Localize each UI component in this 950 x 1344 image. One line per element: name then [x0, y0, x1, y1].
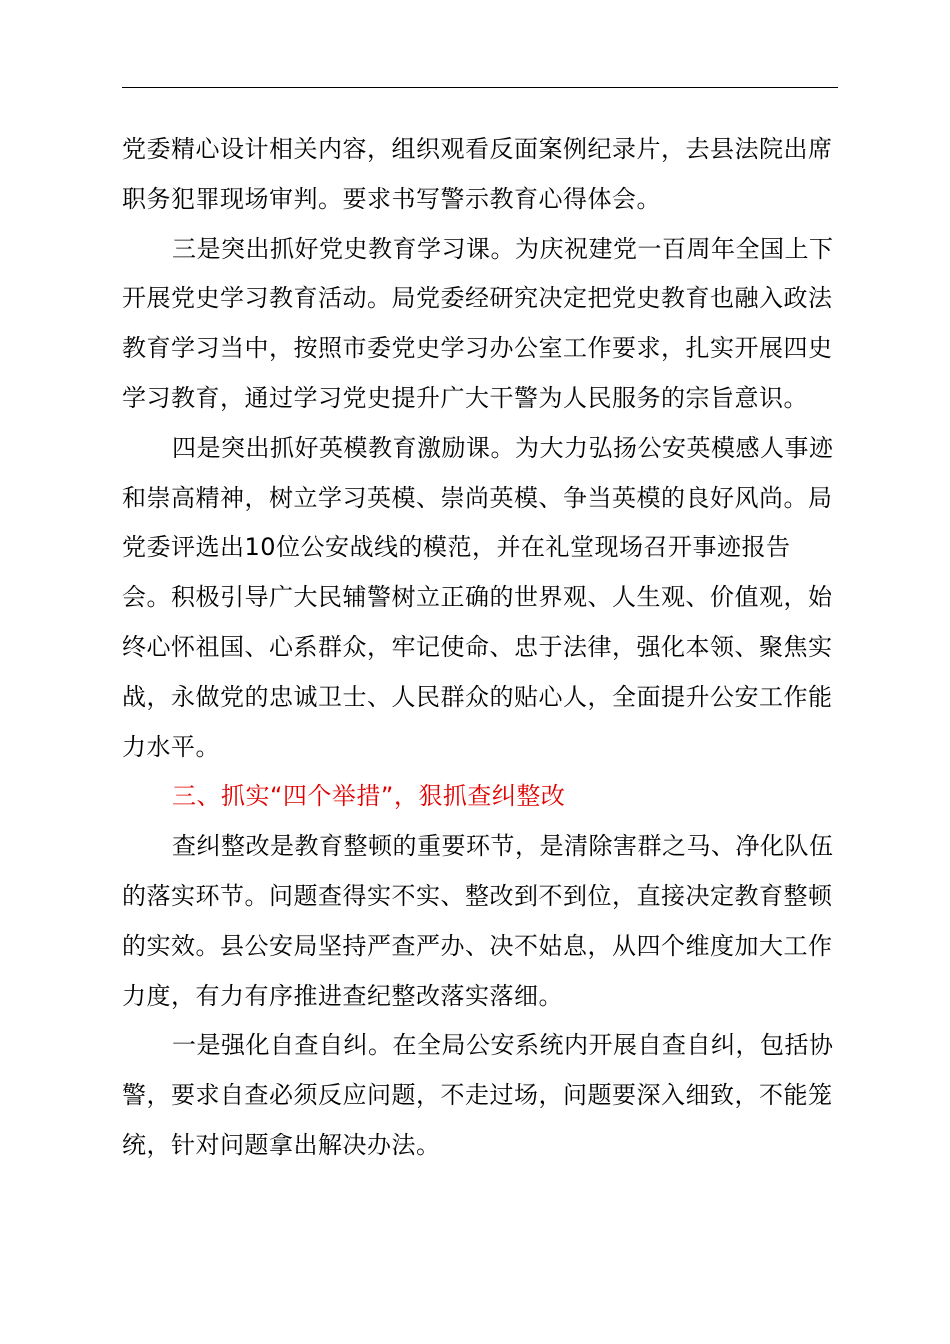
- paragraph-continuation: 党委精心设计相关内容，组织观看反面案例纪录片，去县法院出席职务犯罪现场审判。要求书写警示教育心得体会。: [122, 135, 833, 213]
- paragraph-party-history: 三是突出抓好党史教育学习课。为庆祝建党一百周年全国上下开展党史学习教育活动。局党委经研究决定把党史教育也融入政法教育学习当中，按照市委党史学习办公室工作要求，扎实开展四史学习教育，通过学习党史提升广大干警为人民服务的宗旨意识。: [122, 234, 834, 412]
- paragraph-self-inspection: 一是强化自查自纠。在全局公安系统内开展自查自纠，包括协警，要求自查必须反应问题，不走过场，问题要深入细致，不能笼统，针对问题拿出解决办法。: [122, 1031, 834, 1159]
- header-rule: [122, 87, 838, 88]
- section-heading: 三、抓实“四个举措”，狠抓查纠整改: [172, 782, 566, 811]
- paragraph-hero-model: 四是突出抓好英模教育激励课。为大力弘扬公安英模感人事迹和崇高精神，树立学习英模、崇尚英模、争当英模的良好风尚。局党委评选出10位公安战线的模范，并在礼堂现场召开事迹报告会。积极引导广大民辅警树立正确的世界观、人生观、价值观，始终心怀祖国、心系群众，牢记使命、忠于法律，强化本领、聚焦实战，永做党的忠诚卫士、人民群众的贴心人，全面提升公安工作能力水平。: [122, 433, 834, 761]
- paragraph-rectification: 查纠整改是教育整顿的重要环节，是清除害群之马、净化队伍的落实环节。问题查得实不实、整改到不到位，直接决定教育整顿的实效。县公安局坚持严查严办、决不姑息，从四个维度加大工作力度，有力有序推进查纪整改落实落细。: [122, 832, 834, 1010]
- document-body: [122, 125, 838, 1171]
